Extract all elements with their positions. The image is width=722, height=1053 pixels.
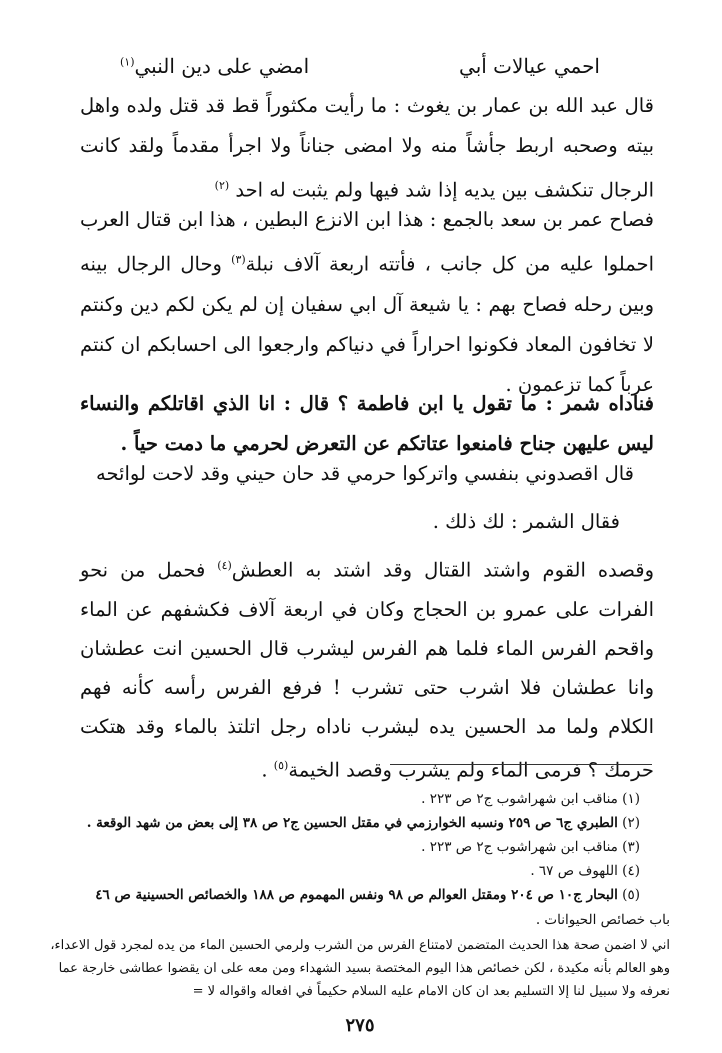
verse-hemistich-left: امضي على دين النبي$^{(١)}$ bbox=[120, 54, 310, 78]
footnote-5: (٥) البحار ج١٠ ص ٢٠٤ ومقتل العوالم ص ٩٨ ونفس المهموم ص ١٨٨ والخصائص الحسينية ص ٤٦ bbox=[95, 887, 640, 903]
footnote-5-continuation: باب خصائص الحيوانات . bbox=[535, 912, 670, 928]
paragraph-5: وقصده القوم واشتد القتال وقد اشتد به العطش$^{(٤)}$ فحمل من نحو الفرات على عمرو بن الحجاج وكان في اربعة آلاف فكشفهم عن الماء واقحم الفرس الماء فلما هم الفرس ليشرب قال الحسين انت عطشان وانا عطشان فلا اشرب حتى تشرب ! فرفع الفرس رأسه كأنه فهم الكلام ولما مد الحسين يده ليشرب ناداه رجل اتلتذ بالماء وقد هتكت حرمك ؟ فرمى الماء ولم يشرب وقصد الخيمة$^{(٥)}$ . bbox=[80, 558, 654, 781]
author-note: اني لا اضمن صحة هذا الحديث المتضمن لامتناع الفرس من الشرب ولرمي الحسين الماء من يده لمجرد قول الاعداء، وهو العالم بأنه مكيدة ، لكن خصائص هذا اليوم المختصة بسيد الشهداء ومن معه على ان يقضوا عطاشى خارجة عما نعرفه ولا سبيل لنا إلا التسليم بعد ان كان الامام عليه السلام حكيماً في افعاله واقواله لا = bbox=[50, 938, 670, 999]
footnote-ref-5: (٥) bbox=[273, 758, 289, 772]
footnote-4: (٤) اللهوف ص ٦٧ . bbox=[530, 863, 640, 879]
paragraph-2: فصاح عمر بن سعد بالجمع : هذا ابن الانزع البطين ، هذا ابن قتال العرب احملوا عليه من كل جانب ، فأتته اربعة آلاف نبلة$^{(٣)}$ وحال الرجال بينه وبين رحله فصاح بهم : يا شيعة آل ابي سفيان إن لم يكن لكم دين وكنتم لا تخافون المعاد فكونوا احراراً في دنياكم وارجعوا الى احسابكم ان كنتم عرباً كما تزعمون . bbox=[80, 208, 654, 396]
verse2-hemistich-left: قد حان حيني وقد لاحت لوائحه bbox=[96, 462, 341, 485]
footnote-ref-1: (١) bbox=[120, 55, 135, 69]
footnote-ref-4: (٤) bbox=[217, 559, 232, 572]
paragraph-4: فقال الشمر : لك ذلك . bbox=[432, 510, 620, 533]
footnote-ref-3: (٣) bbox=[231, 253, 246, 266]
verse-line bbox=[96, 462, 634, 485]
footnote-1: (١) مناقب ابن شهراشوب ج٢ ص ٢٢٣ . bbox=[421, 791, 640, 807]
footnote-3: (٣) مناقب ابن شهراشوب ج٢ ص ٢٢٣ . bbox=[421, 839, 640, 855]
verse-hemistich-right: احمي عيالات أبي bbox=[459, 54, 600, 78]
verse2-hemistich-right: قال اقصدوني بنفسي واتركوا حرمي bbox=[346, 462, 634, 485]
paragraph-1: قال عبد الله بن عمار بن يغوث : ما رأيت مكثوراً قط قد قتل ولده واهل بيته وصحبه اربط جأشاً منه ولا امضى جناناً ولا اجرأ مقدماً ولقد كانت الرجال تنكشف بين يديه إذا شد فيها ولم يثبت له احد $^{(٢)}$ bbox=[80, 94, 654, 202]
header-verse bbox=[120, 54, 600, 78]
paragraph-3: فناداه شمر : ما تقول يا ابن فاطمة ؟ قال : انا الذي اقاتلكم والنساء ليس عليهن جناح فامنعوا عتاتكم عن التعرض لحرمي ما دمت حياً . bbox=[80, 392, 654, 455]
footnote-separator bbox=[390, 764, 652, 765]
page-number: ٢٧٥ bbox=[345, 1015, 375, 1036]
footnote-2: (٢) الطبري ج٦ ص ٢٥٩ ونسبه الخوارزمي في مقتل الحسين ج٢ ص ٣٨ إلى بعض من شهد الوقعة . bbox=[86, 815, 640, 831]
footnote-ref-2: (٢) bbox=[214, 179, 230, 192]
